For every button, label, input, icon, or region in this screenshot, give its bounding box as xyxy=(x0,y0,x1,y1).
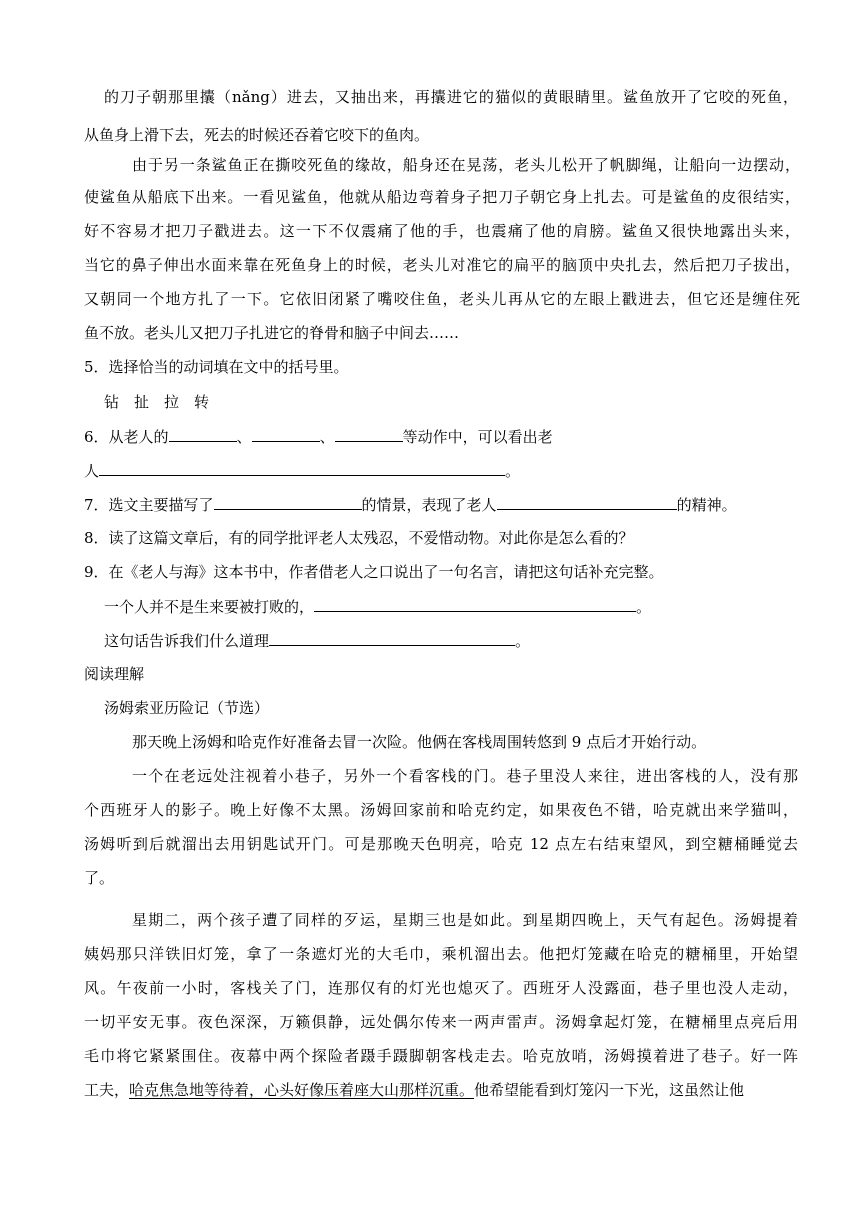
answer-blank[interactable] xyxy=(169,425,237,442)
reading-line: 毛巾将它紧紧围住。夜幕中两个探险者蹑手蹑脚朝客栈走去。哈克放哨，汤姆摸着进了巷子。好一阵 xyxy=(84,1047,798,1065)
passage-line: 好不容易才把刀子戳进去。这一下不仅震痛了他的手，也震痛了他的肩膀。鲨鱼又很快地露出头来， xyxy=(84,222,800,240)
question-7-end: 的精神。 xyxy=(676,496,737,514)
question-6 xyxy=(84,425,784,447)
passage-line: 又朝同一个地方扎了一下。它依旧闭紧了嘴咬住鱼，老头儿再从它的左眼上戳进去，但它还是缠住死 xyxy=(84,290,800,308)
punctuation: 。 xyxy=(515,632,531,650)
passage-line: 当它的鼻子伸出水面来靠在死鱼身上的时候，老头儿对准它的扁平的脑顶中央扎去，然后把刀子拔出， xyxy=(84,256,800,274)
answer-blank[interactable] xyxy=(314,595,636,612)
question-6-line2 xyxy=(84,459,784,481)
passage-line: 鱼不放。老头儿又把刀子扎进它的脊骨和脑子中间去…… xyxy=(84,324,460,342)
reading-line: 一切平安无事。夜色深深，万籁俱静，远处偶尔传来一两声雷声。汤姆拿起灯笼，在糖桶里点亮后用 xyxy=(84,1013,798,1031)
answer-blank[interactable] xyxy=(497,493,677,510)
reading-line xyxy=(84,1079,798,1101)
answer-blank[interactable] xyxy=(214,493,362,510)
reading-line: 个西班牙人的影子。晚上好像不太黑。汤姆回家前和哈克约定，如果夜色不错，哈克就出来学猫叫， xyxy=(84,801,798,819)
answer-blank[interactable] xyxy=(269,629,515,646)
question-6-prefix: 6．从老人的 xyxy=(84,428,169,446)
separator: 、 xyxy=(319,428,335,446)
underlined-sentence: 哈克焦急地等待着，心头好像压着座大山那样沉重。 xyxy=(129,1081,475,1099)
reading-title: 汤姆索亚历险记（节选） xyxy=(104,699,270,717)
question-5-options: 钻 扯 拉 转 xyxy=(104,393,210,411)
question-7-mid: 的情景，表现了老人 xyxy=(361,496,497,514)
question-9-lesson xyxy=(104,629,784,651)
question-8: 8．读了这篇文章后，有的同学批评老人太残忍，不爱惜动物。对此你是怎么看的？ xyxy=(84,529,634,547)
reading-line: 汤姆听到后就溜出去用钥匙试开门。可是那晚天色明亮，哈克 12 点左右结束望风，到空糖桶睡觉去 xyxy=(84,835,798,853)
reading-text: 工夫， xyxy=(84,1081,130,1099)
punctuation: 。 xyxy=(636,598,652,616)
question-7-prefix: 7．选文主要描写了 xyxy=(84,496,214,514)
reading-line: 风。午夜前一小时，客栈关了门，连那仅有的灯光也熄灭了。西班牙人没露面，巷子里也没人走动， xyxy=(84,979,798,997)
question-6-mid: 等动作中，可以看出老 xyxy=(402,428,553,446)
reading-line: 姨妈那只洋铁旧灯笼，拿了一条遮灯光的大毛巾，乘机溜出去。他把灯笼藏在哈克的糖桶里，开始望 xyxy=(84,945,798,963)
lesson-prefix: 这句话告诉我们什么道理 xyxy=(104,632,270,650)
question-5: 5．选择恰当的动词填在文中的括号里。 xyxy=(84,358,349,376)
question-9: 9．在《老人与海》这本书中，作者借老人之口说出了一句名言，请把这句话补充完整。 xyxy=(84,563,664,581)
reading-line: 一个在老远处注视着小巷子，另外一个看客栈的门。巷子里没人来往，进出客栈的人，没有那 xyxy=(132,767,798,785)
reading-line: 星期二，两个孩子遭了同样的歹运，星期三也是如此。到星期四晚上，天气有起色。汤姆提着 xyxy=(132,911,798,929)
section-label: 阅读理解 xyxy=(84,665,145,683)
answer-blank[interactable] xyxy=(252,425,320,442)
question-6-prefix2: 人 xyxy=(84,462,100,480)
reading-line: 那天晚上汤姆和哈克作好准备去冒一次险。他俩在客栈周围转悠到 9 点后才开始行动。 xyxy=(132,733,707,751)
passage-line: 从鱼身上滑下去，死去的时候还吞着它咬下的鱼肉。 xyxy=(84,126,430,144)
passage-line: 由于另一条鲨鱼正在撕咬死鱼的缘故，船身还在晃荡，老头儿松开了帆脚绳，让船向一边摆动， xyxy=(132,156,800,174)
punctuation: 。 xyxy=(505,462,521,480)
answer-blank[interactable] xyxy=(99,459,505,476)
passage-line: 的刀子朝那里攮（nǎng）进去，又抽出来，再攮进它的猫似的黄眼睛里。鲨鱼放开了它咬的死鱼， xyxy=(104,88,798,106)
reading-text: 他希望能看到灯笼闪一下光，这虽然让他 xyxy=(474,1081,745,1099)
answer-blank[interactable] xyxy=(335,425,403,442)
question-7 xyxy=(84,493,784,515)
reading-line: 了。 xyxy=(84,869,115,887)
quote-prefix: 一个人并不是生来要被打败的， xyxy=(104,598,315,616)
passage-line: 使鲨鱼从船底下出来。一看见鲨鱼，他就从船边弯着身子把刀子朝它身上扎去。可是鲨鱼的皮很结实， xyxy=(84,188,800,206)
question-9-quote xyxy=(104,595,784,617)
separator: 、 xyxy=(236,428,252,446)
